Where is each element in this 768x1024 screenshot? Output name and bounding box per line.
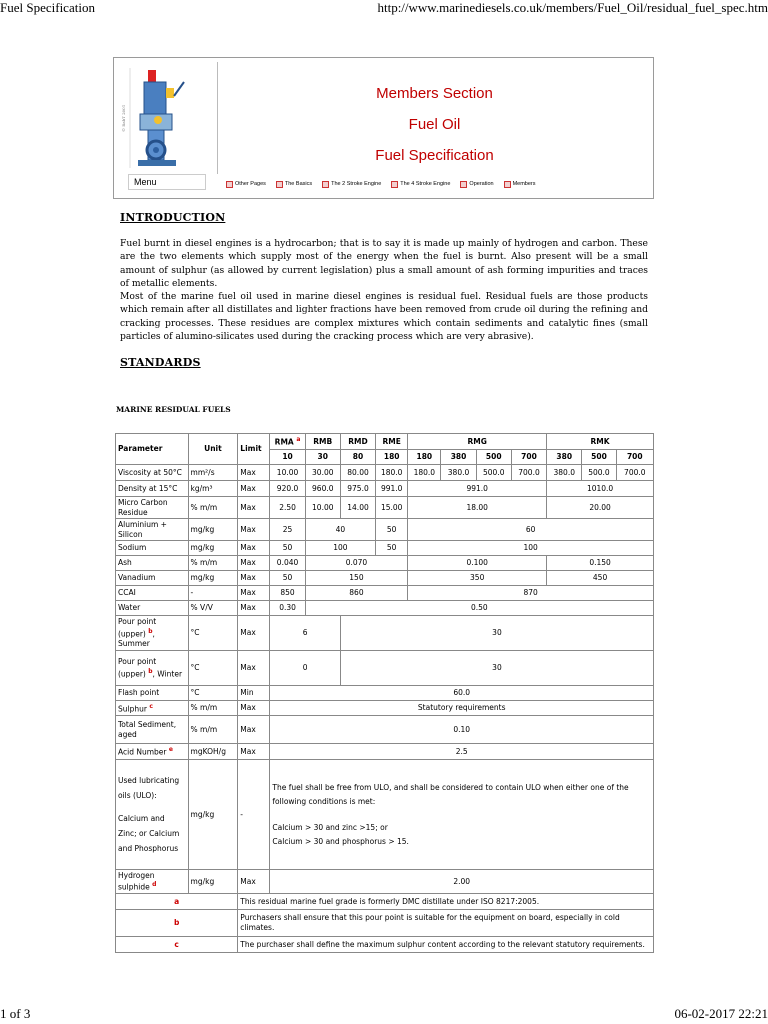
- copyright-text: © BabT 2001: [121, 104, 126, 132]
- value-cell: 50: [270, 571, 305, 586]
- value-cell: 960.0: [305, 481, 340, 497]
- unit-cell: mm²/s: [188, 465, 238, 481]
- unit-cell: mg/kg: [188, 519, 238, 541]
- category-title: Fuel Oil: [408, 116, 461, 133]
- row-total-sediment: [116, 716, 654, 744]
- banner-titles: [222, 78, 647, 171]
- site-banner: [113, 57, 654, 199]
- grade-cell: 500: [582, 450, 616, 465]
- value-cell: 30: [340, 651, 653, 686]
- nav-bar: [226, 180, 546, 189]
- limit-cell: Max: [238, 701, 270, 716]
- intro-heading: INTRODUCTION: [120, 211, 226, 224]
- limit-cell: Min: [238, 686, 270, 701]
- header-row: [116, 434, 654, 450]
- param-cell: Flash point: [116, 686, 189, 701]
- value-cell: 60: [408, 519, 654, 541]
- value-cell: 0.150: [547, 556, 654, 571]
- footnote-key: c: [116, 937, 238, 953]
- value-cell: 14.00: [340, 497, 375, 519]
- row-ccai: [116, 586, 654, 601]
- unit-cell: mg/kg: [188, 870, 238, 894]
- footnote-row: [116, 894, 654, 910]
- limit-cell: Max: [238, 481, 270, 497]
- value-cell: The fuel shall be free from ULO, and shall be considered to contain ULO when either one of the following conditions is met: Calcium > 30 and zinc >15; or Calcium > 30 and phosphorus > 15.: [270, 760, 654, 870]
- grade-cell: 380: [547, 450, 582, 465]
- unit-cell: mg/kg: [188, 571, 238, 586]
- value-cell: 40: [305, 519, 375, 541]
- value-cell: 20.00: [547, 497, 654, 519]
- footnote-row: [116, 910, 654, 937]
- footnote-key: b: [116, 910, 238, 937]
- limit-cell: Max: [238, 744, 270, 760]
- param-cell: Sodium: [116, 541, 189, 556]
- value-cell: 975.0: [340, 481, 375, 497]
- unit-cell: °C: [188, 651, 238, 686]
- limit-cell: Max: [238, 601, 270, 616]
- value-cell: 15.00: [376, 497, 408, 519]
- intro-paragraph-2: Most of the marine fuel oil used in marine diesel engines is residual fuel. Residual fuels are those products which remain after all distillates and lighter fractions have been removed from crude oil during the refining and cracking processes. These residues are complex mixtures which contain sediments and catalytic fines (small particles of alumino-silicates used during the cracking process which are very abrasive).: [120, 291, 648, 343]
- value-cell: 850: [270, 586, 305, 601]
- row-density: [116, 481, 654, 497]
- grade-cell: 30: [305, 450, 340, 465]
- value-cell: 180.0: [376, 465, 408, 481]
- value-cell: 991.0: [376, 481, 408, 497]
- col-header-limit: Limit: [238, 434, 270, 465]
- param-cell: Hydrogen sulphide $^d$: [116, 870, 189, 894]
- unit-cell: % m/m: [188, 556, 238, 571]
- col-header-unit: Unit: [188, 434, 238, 465]
- value-cell: 860: [305, 586, 408, 601]
- value-cell: 30: [340, 616, 653, 651]
- param-cell: Pour point (upper) $^b$, Winter: [116, 651, 189, 686]
- grade-cell: 500: [476, 450, 511, 465]
- footnote-text: This residual marine fuel grade is formerly DMC distillate under ISO 8217:2005.: [238, 894, 654, 910]
- value-cell: 0.100: [408, 556, 547, 571]
- unit-cell: °C: [188, 686, 238, 701]
- col-header-rmd: RMD: [340, 434, 375, 450]
- grade-cell: 10: [270, 450, 305, 465]
- param-cell: Acid Number $^e$: [116, 744, 189, 760]
- value-cell: 18.00: [408, 497, 547, 519]
- nav-members[interactable]: Members: [504, 180, 536, 189]
- unit-cell: -: [188, 586, 238, 601]
- limit-cell: Max: [238, 497, 270, 519]
- param-cell: Water: [116, 601, 189, 616]
- row-flash-point: [116, 686, 654, 701]
- value-cell: 450: [547, 571, 654, 586]
- row-micro-carbon: [116, 497, 654, 519]
- engine-illustration: [118, 62, 218, 174]
- col-header-rmk: RMK: [547, 434, 654, 450]
- print-datetime: 06-02-2017 22:21: [674, 1006, 768, 1021]
- value-cell: 700.0: [511, 465, 546, 481]
- value-cell: 870: [408, 586, 654, 601]
- value-cell: 0.50: [305, 601, 653, 616]
- param-cell: Micro Carbon Residue: [116, 497, 189, 519]
- limit-cell: Max: [238, 556, 270, 571]
- value-cell: 2.50: [270, 497, 305, 519]
- value-cell: 500.0: [582, 465, 616, 481]
- value-cell: 10.00: [270, 465, 305, 481]
- row-pour-point-summer: [116, 616, 654, 651]
- value-cell: 2.5: [270, 744, 654, 760]
- value-cell: 6: [270, 616, 340, 651]
- dropdown-icon: [504, 181, 511, 188]
- param-cell: Aluminium + Silicon: [116, 519, 189, 541]
- param-cell: Sulphur $^c$: [116, 701, 189, 716]
- row-viscosity: [116, 465, 654, 481]
- value-cell: 350: [408, 571, 547, 586]
- value-cell: 991.0: [408, 481, 547, 497]
- footnote-key: a: [116, 894, 238, 910]
- limit-cell: Max: [238, 519, 270, 541]
- limit-cell: Max: [238, 465, 270, 481]
- unit-cell: % m/m: [188, 497, 238, 519]
- nav-other-pages[interactable]: Other Pages: [226, 180, 266, 189]
- row-water: [116, 601, 654, 616]
- col-header-parameter: Parameter: [116, 434, 189, 465]
- param-cell: Total Sediment, aged: [116, 716, 189, 744]
- row-pour-point-winter: [116, 651, 654, 686]
- page-heading: Fuel Specification: [375, 147, 494, 164]
- unit-cell: mg/kg: [188, 760, 238, 870]
- value-cell: 0.30: [270, 601, 305, 616]
- grade-cell: 180: [408, 450, 441, 465]
- value-cell: 2.00: [270, 870, 654, 894]
- param-cell: Vanadium: [116, 571, 189, 586]
- limit-cell: Max: [238, 716, 270, 744]
- intro-paragraph-1: Fuel burnt in diesel engines is a hydrocarbon; that is to say it is made up mainly of hydrogen and carbon. These are the two elements which supply most of the energy when the fuel is burnt. Also present will be a small amount of sulphur (as allowed by current legislation) plus a small amount of ash forming impurities and traces of metallic elements.: [120, 238, 648, 290]
- value-cell: 0.070: [305, 556, 408, 571]
- param-cell: Density at 15°C: [116, 481, 189, 497]
- dropdown-icon: [391, 181, 398, 188]
- dropdown-icon: [276, 181, 283, 188]
- footnote-text: The purchaser shall define the maximum sulphur content according to the relevant statutory requirements.: [238, 937, 654, 953]
- unit-cell: % m/m: [188, 716, 238, 744]
- nav-operation[interactable]: Operation: [460, 180, 493, 189]
- param-cell: Pour point (upper) $^b$, Summer: [116, 616, 189, 651]
- value-cell: 380.0: [441, 465, 476, 481]
- grade-cell: 700: [511, 450, 546, 465]
- value-cell: 180.0: [408, 465, 441, 481]
- param-cell: Used lubricating oils (ULO): Calcium and Zinc; or Calcium and Phosphorus: [116, 760, 189, 870]
- value-cell: 50: [376, 541, 408, 556]
- page-url[interactable]: http://www.marinediesels.co.uk/members/Fuel_Oil/residual_fuel_spec.htm: [377, 0, 768, 15]
- unit-cell: mg/kg: [188, 541, 238, 556]
- col-header-rme: RME: [376, 434, 408, 450]
- grade-cell: 80: [340, 450, 375, 465]
- limit-cell: Max: [238, 616, 270, 651]
- limit-cell: -: [238, 760, 270, 870]
- table-caption: MARINE RESIDUAL FUELS: [116, 405, 231, 414]
- unit-cell: % V/V: [188, 601, 238, 616]
- grade-cell: 700: [616, 450, 653, 465]
- param-cell: CCAI: [116, 586, 189, 601]
- page-title: Fuel Specification: [0, 0, 95, 15]
- value-cell: 25: [270, 519, 305, 541]
- limit-cell: Max: [238, 870, 270, 894]
- nav-the-basics[interactable]: The Basics: [276, 180, 312, 189]
- param-cell: Ash: [116, 556, 189, 571]
- value-cell: 100: [305, 541, 375, 556]
- section-title: Members Section: [376, 85, 493, 102]
- limit-cell: Max: [238, 586, 270, 601]
- value-cell: 0.040: [270, 556, 305, 571]
- limit-cell: Max: [238, 651, 270, 686]
- row-hydrogen-sulphide: [116, 870, 654, 894]
- value-cell: 100: [408, 541, 654, 556]
- page-number: 1 of 3: [0, 1006, 31, 1021]
- unit-cell: °C: [188, 616, 238, 651]
- col-header-rma: RMA $^a$: [270, 434, 305, 450]
- dropdown-icon: [322, 181, 329, 188]
- row-used-lube-oils: [116, 760, 654, 870]
- nav-4-stroke[interactable]: The 4 Stroke Engine: [391, 180, 450, 189]
- value-cell: 500.0: [476, 465, 511, 481]
- row-ash: [116, 556, 654, 571]
- value-cell: 60.0: [270, 686, 654, 701]
- value-cell: 30.00: [305, 465, 340, 481]
- standards-heading: STANDARDS: [120, 356, 201, 369]
- row-aluminium-silicon: [116, 519, 654, 541]
- limit-cell: Max: [238, 541, 270, 556]
- value-cell: 80.00: [340, 465, 375, 481]
- value-cell: 50: [376, 519, 408, 541]
- value-cell: 0: [270, 651, 340, 686]
- dropdown-icon: [460, 181, 467, 188]
- value-cell: 0.10: [270, 716, 654, 744]
- value-cell: 150: [305, 571, 408, 586]
- nav-2-stroke[interactable]: The 2 Stroke Engine: [322, 180, 381, 189]
- unit-cell: % m/m: [188, 701, 238, 716]
- grade-cell: 380: [441, 450, 476, 465]
- row-vanadium: [116, 571, 654, 586]
- dropdown-icon: [226, 181, 233, 188]
- row-acid-number: [116, 744, 654, 760]
- param-cell: Viscosity at 50°C: [116, 465, 189, 481]
- menu-button[interactable]: Menu: [128, 174, 206, 190]
- row-sodium: [116, 541, 654, 556]
- unit-cell: kg/m³: [188, 481, 238, 497]
- grade-cell: 180: [376, 450, 408, 465]
- footnote-text: Purchasers shall ensure that this pour point is suitable for the equipment on board, especially in cold climates.: [238, 910, 654, 937]
- value-cell: Statutory requirements: [270, 701, 654, 716]
- col-header-rmb: RMB: [305, 434, 340, 450]
- value-cell: 1010.0: [547, 481, 654, 497]
- limit-cell: Max: [238, 571, 270, 586]
- value-cell: 50: [270, 541, 305, 556]
- col-header-rmg: RMG: [408, 434, 547, 450]
- value-cell: 380.0: [547, 465, 582, 481]
- unit-cell: mgKOH/g: [188, 744, 238, 760]
- value-cell: 920.0: [270, 481, 305, 497]
- value-cell: 700.0: [616, 465, 653, 481]
- value-cell: 10.00: [305, 497, 340, 519]
- row-sulphur: [116, 701, 654, 716]
- fuel-spec-table: [115, 433, 654, 953]
- footnote-row: [116, 937, 654, 953]
